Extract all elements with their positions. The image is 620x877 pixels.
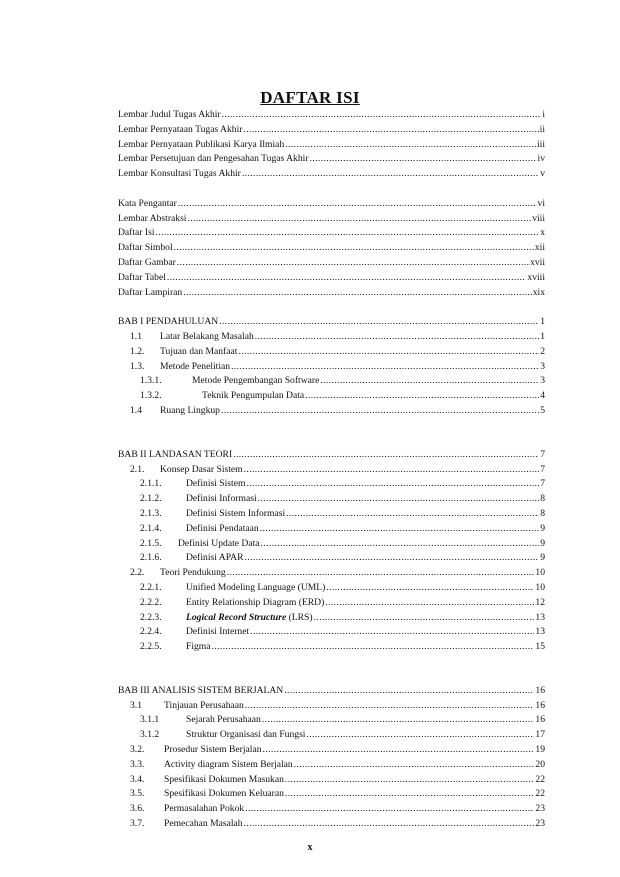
toc-entry: 3.3. Activity diagram Sistem Berjalan ..... 20 (118, 758, 545, 773)
toc-entry: Lembar Abstraksi ..... viii (118, 212, 545, 227)
toc-entry: Lembar Persetujuan dan Pengesahan Tugas Akhir ..... iv (118, 152, 545, 167)
chapter-heading: BAB II LANDASAN TEORI ..... 7 (118, 448, 545, 463)
toc-entry: 3.2. Prosedur Sistem Berjalan ..... 19 (118, 743, 545, 758)
toc-entry: Daftar Lampiran ..... xix (118, 286, 545, 301)
toc-entry: 1.4 Ruang Lingkup ..... 5 (118, 404, 545, 419)
toc-entry: 2.1.1. Definisi Sistem ..... 7 (118, 477, 545, 492)
toc-entry: Kata Pengantar ..... vi (118, 197, 545, 212)
toc-entry: 2.1.2. Definisi Informasi ..... 8 (118, 492, 545, 507)
toc-entry: 1.2. Tujuan dan Manfaat ..... 2 (118, 345, 545, 360)
toc-entry: 1.3.2. Teknik Pengumpulan Data ..... 4 (118, 389, 545, 404)
page-title: DAFTAR ISI (260, 88, 360, 107)
toc-entry: 2.2.3. Logical Record Structure (LRS) ..... 13 (118, 611, 545, 626)
toc-entry: 2.2.5. Figma ..... 15 (118, 640, 545, 655)
toc-entry: Lembar Judul Tugas Akhir ..... i (118, 108, 545, 123)
toc-entry: 2.2.1. Unified Modeling Language (UML) ..... 10 (118, 581, 545, 596)
toc-entry: 2.2. Teori Pendukung ..... 10 (118, 566, 545, 581)
page-number: x (307, 842, 313, 853)
toc-entry: 3.1 Tinjauan Perusahaan ..... 16 (118, 699, 545, 714)
chapter-heading: BAB III ANALISIS SISTEM BERJALAN ..... 16 (118, 684, 545, 699)
toc-entry: Daftar Simbol ..... xii (118, 241, 545, 256)
toc-entry: 2.1.5. Definisi Update Data ..... 9 (118, 537, 545, 552)
table-of-contents (118, 108, 545, 832)
spacer (118, 655, 545, 684)
toc-entry: 3.4. Spesifikasi Dokumen Masukan ..... 22 (118, 773, 545, 788)
toc-entry: Daftar Gambar ..... xvii (118, 256, 545, 271)
toc-entry: 2.2.2. Entity Relationship Diagram (ERD) ..... 12 (118, 596, 545, 611)
spacer (118, 300, 545, 315)
toc-entry: 3.1.2 Struktur Organisasi dan Fungsi ..... 17 (118, 728, 545, 743)
spacer (118, 182, 545, 197)
toc-entry: 3.1.1 Sejarah Perusahaan ..... 16 (118, 713, 545, 728)
toc-entry: Daftar Tabel ..... xviii (118, 271, 545, 286)
toc-entry: 1.1 Latar Belakang Masalah ..... 1 (118, 330, 545, 345)
toc-entry: 2.1. Konsep Dasar Sistem ..... 7 (118, 463, 545, 478)
toc-entry: 2.1.6. Definisi APAR ..... 9 (118, 551, 545, 566)
toc-entry: 1.3. Metode Penelitian ..... 3 (118, 360, 545, 375)
spacer (118, 419, 545, 448)
toc-entry: 3.7. Pemecahan Masalah ..... 23 (118, 817, 545, 832)
toc-entry: 3.5. Spesifikasi Dokumen Keluaran ..... 22 (118, 787, 545, 802)
toc-entry: Lembar Konsultasi Tugas Akhir ..... v (118, 167, 545, 182)
toc-entry: Lembar Pernyataan Publikasi Karya Ilmiah ..... iii (118, 138, 545, 153)
toc-entry: 3.6. Permasalahan Pokok ..... 23 (118, 802, 545, 817)
toc-entry: Lembar Pernyataan Tugas Akhir ..... ii (118, 123, 545, 138)
toc-entry: Daftar Isi ..... x (118, 226, 545, 241)
toc-entry: 2.1.4. Definisi Pendataan ..... 9 (118, 522, 545, 537)
toc-entry: 1.3.1. Metode Pengembangan Software ..... 3 (118, 374, 545, 389)
toc-entry: 2.2.4. Definisi Internet ..... 13 (118, 625, 545, 640)
toc-entry: 2.1.3. Definisi Sistem Informasi ..... 8 (118, 507, 545, 522)
chapter-heading: BAB I PENDAHULUAN ..... 1 (118, 315, 545, 330)
